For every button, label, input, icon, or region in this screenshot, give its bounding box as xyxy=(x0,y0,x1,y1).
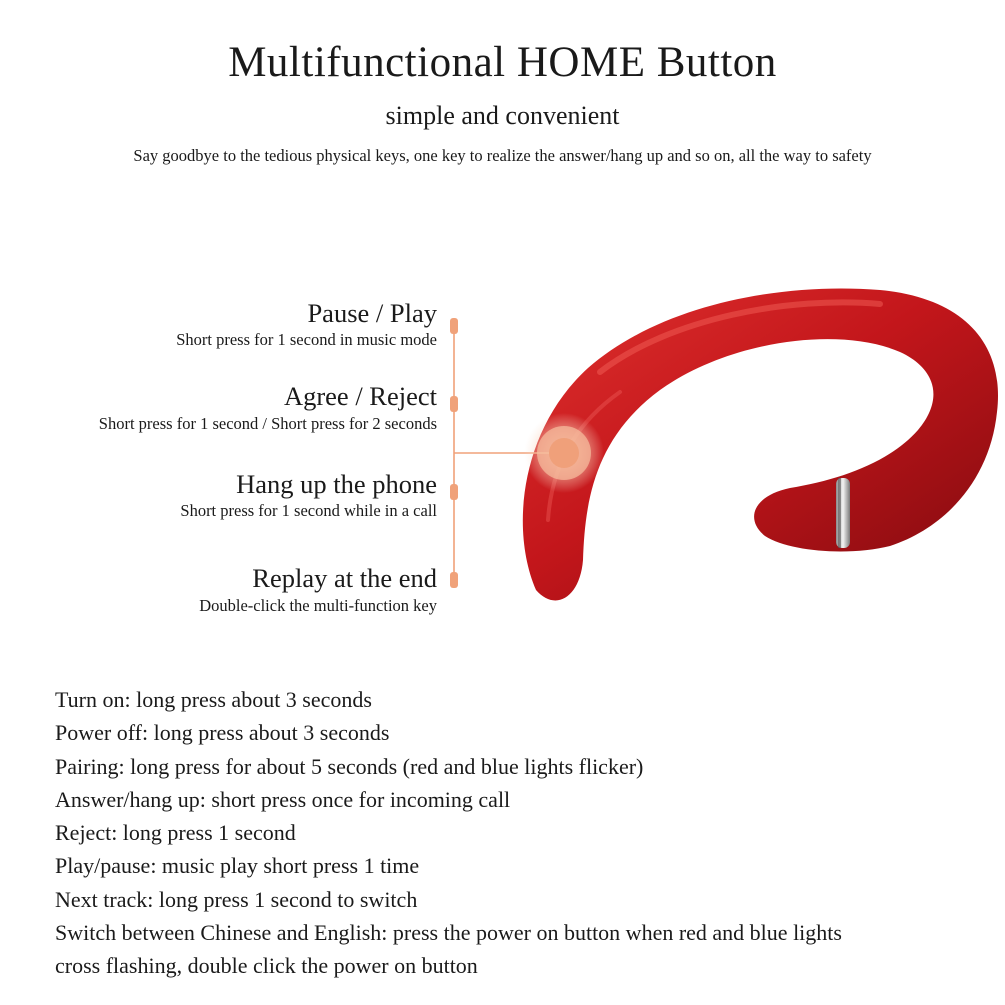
page-tagline: Say goodbye to the tedious physical keys, one key to realize the answer/hang up and so on, all the way to safety xyxy=(133,146,872,165)
instruction-line: cross flashing, double click the power on button xyxy=(55,953,478,979)
feature-desc-pause-play: Short press for 1 second in music mode xyxy=(176,330,437,349)
feature-desc-agree-reject: Short press for 1 second / Short press for 2 seconds xyxy=(98,414,437,433)
instruction-line: Pairing: long press for about 5 seconds (red and blue lights flicker) xyxy=(55,753,644,779)
home-button-indicator xyxy=(524,413,604,493)
instruction-line: Turn on: long press about 3 seconds xyxy=(55,687,372,712)
instruction-line: Reject: long press 1 second xyxy=(55,820,296,846)
instructions-list xyxy=(55,683,955,983)
instruction-line: Next track: long press 1 second to switch xyxy=(55,886,418,912)
feature-desc-hang-up: Short press for 1 second while in a call xyxy=(180,501,437,520)
feature-title-agree-reject: Agree / Reject xyxy=(283,381,437,411)
instruction-line: Play/pause: music play short press 1 time xyxy=(55,853,420,879)
feature-desc-replay: Double-click the multi-function key xyxy=(199,596,437,615)
instruction-line: Switch between Chinese and English: press the power on button when red and blue lights xyxy=(55,920,842,946)
instruction-line: Answer/hang up: short press once for incoming call xyxy=(55,786,511,812)
page-title: Multifunctional HOME Button xyxy=(228,39,777,86)
page-subtitle: simple and convenient xyxy=(385,101,620,130)
feature-title-hang-up: Hang up the phone xyxy=(236,469,437,499)
instruction-line: Power off: long press about 3 seconds xyxy=(55,720,390,746)
feature-title-replay: Replay at the end xyxy=(252,563,437,593)
feature-title-pause-play: Pause / Play xyxy=(307,298,437,328)
